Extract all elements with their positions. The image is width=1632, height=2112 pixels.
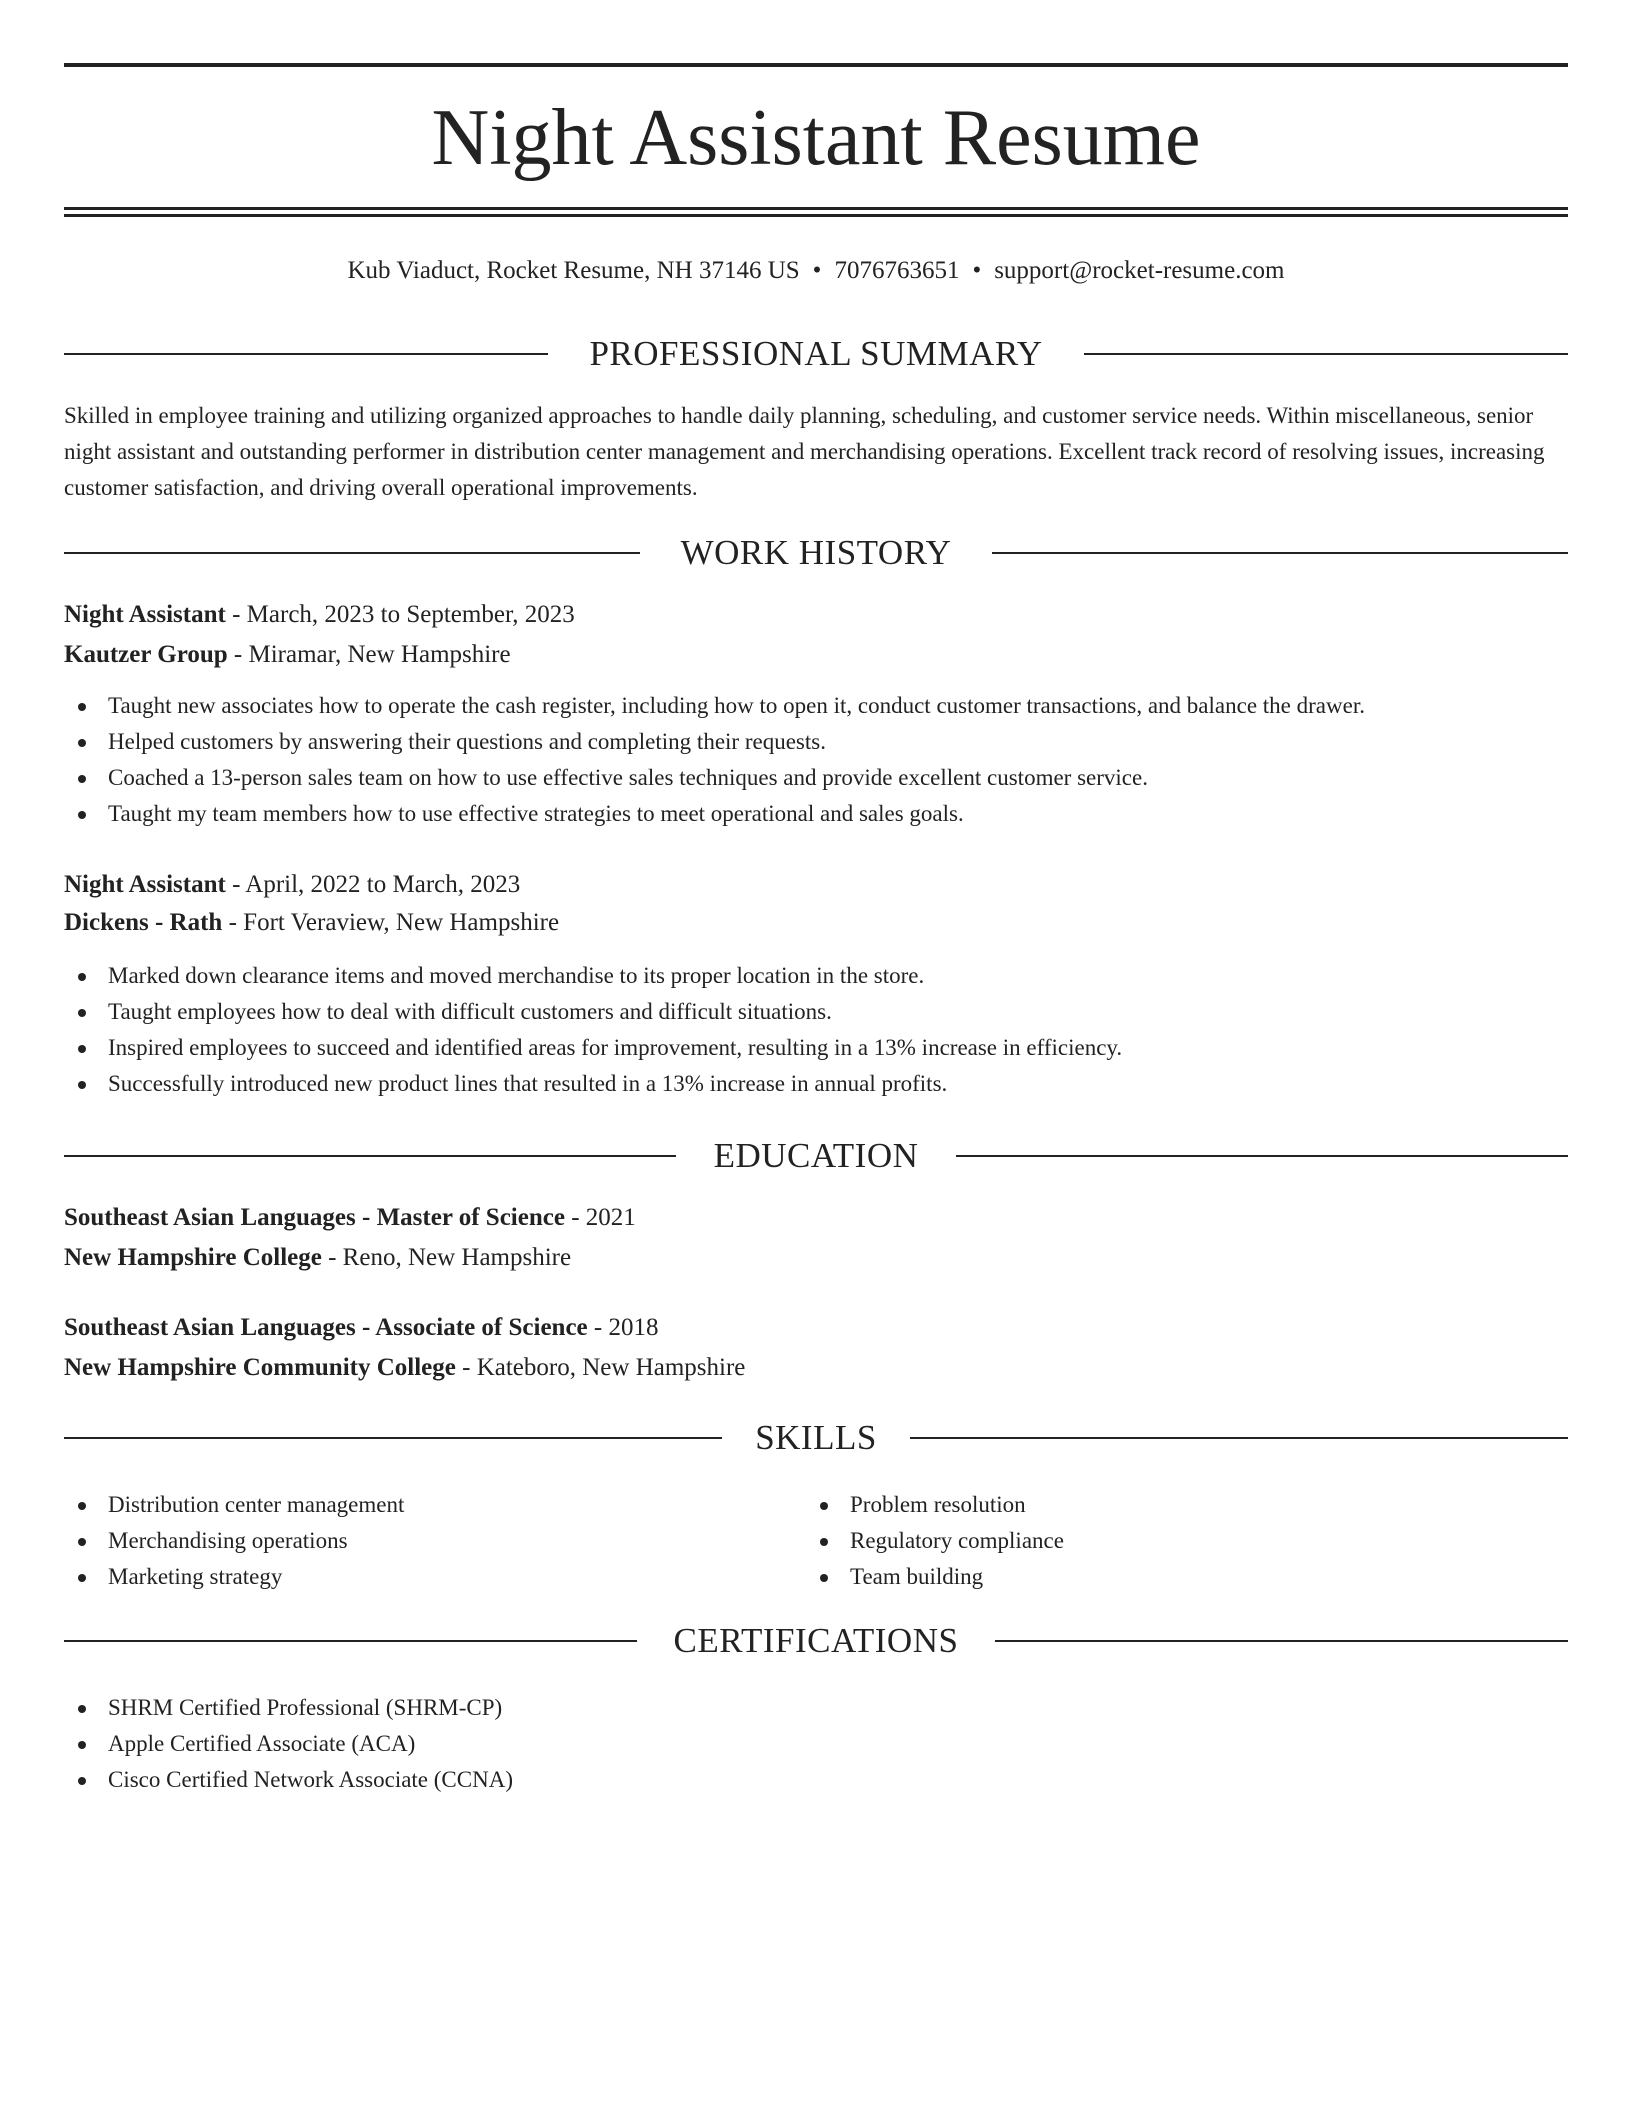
- section-title-certifications: CERTIFICATIONS: [673, 1621, 959, 1660]
- heading-rule-right: [992, 552, 1568, 554]
- summary-text: Skilled in employee training and utilizing organized approaches to handle daily planning, scheduling, and customer service needs. Within miscellaneous, senior night assistant and outstanding performer in distribution center management and merchandising operations. Excellent track record of resolving issues, increasing customer satisfaction, and driving overall operational improvements.: [64, 403, 1545, 500]
- heading-rule-right: [956, 1155, 1568, 1157]
- list-item: Helped customers by answering their questions and completing their requests.: [64, 724, 1365, 760]
- header-top-rule: [64, 63, 1568, 67]
- education-school: New Hampshire Community College: [64, 1354, 456, 1381]
- list-item: Distribution center management: [64, 1487, 404, 1523]
- job-location: - Fort Veraview, New Hampshire: [228, 909, 560, 936]
- section-heading-work-history: [64, 530, 1568, 576]
- bullet-dot: [78, 973, 86, 981]
- job-title-line: [64, 596, 575, 634]
- job-company: Dickens - Rath: [64, 909, 223, 936]
- section-heading-certifications: [64, 1618, 1568, 1664]
- bullet-dot: [78, 775, 86, 783]
- list-item: Marketing strategy: [64, 1559, 404, 1595]
- job-bullets: [64, 958, 1122, 1102]
- header-double-rule: [64, 207, 1568, 217]
- education-year: - 2018: [593, 1314, 659, 1341]
- bullet-dot: [78, 1045, 86, 1053]
- job-company-line: [64, 636, 511, 674]
- certifications-list: [64, 1690, 513, 1798]
- bullet-dot: [820, 1538, 828, 1546]
- skills-list-left: [64, 1487, 404, 1595]
- section-title-education: EDUCATION: [713, 1136, 919, 1175]
- bullet-dot: [78, 1574, 86, 1582]
- list-item: Successfully introduced new product lines that resulted in a 13% increase in annual profits.: [64, 1066, 1122, 1102]
- list-item: SHRM Certified Professional (SHRM-CP): [64, 1690, 513, 1726]
- heading-rule-right: [1084, 353, 1568, 355]
- bullet-dot: [78, 1538, 86, 1546]
- list-item: Coached a 13-person sales team on how to use effective sales techniques and provide excellent customer service.: [64, 760, 1365, 796]
- education-school-line: [64, 1239, 571, 1277]
- bullet-dot: [78, 1081, 86, 1089]
- bullet-dot: [78, 1502, 86, 1510]
- bullet-dot: [78, 1705, 86, 1713]
- job-company: Kautzer Group: [64, 641, 228, 668]
- contact-email: support@rocket-resume.com: [994, 257, 1285, 284]
- bullet-dot: [78, 703, 86, 711]
- list-item: Merchandising operations: [64, 1523, 404, 1559]
- contact-phone: 7076763651: [834, 257, 960, 284]
- list-item: Taught employees how to deal with difficult customers and difficult situations.: [64, 994, 1122, 1030]
- education-school: New Hampshire College: [64, 1244, 322, 1271]
- contact-line: [64, 254, 1568, 288]
- job-bullets: [64, 688, 1365, 832]
- contact-separator: •: [812, 257, 822, 284]
- bullet-dot: [78, 1741, 86, 1749]
- list-item: Team building: [806, 1559, 1064, 1595]
- education-location: - Kateboro, New Hampshire: [462, 1354, 746, 1381]
- skills-list-right: [806, 1487, 1064, 1595]
- resume-title: Night Assistant Resume: [431, 94, 1201, 182]
- job-company-line: [64, 904, 559, 942]
- list-item: Inspired employees to succeed and identified areas for improvement, resulting in a 13% increase in efficiency.: [64, 1030, 1122, 1066]
- section-heading-skills: [64, 1415, 1568, 1461]
- section-heading-summary: [64, 331, 1568, 377]
- education-location: - Reno, New Hampshire: [328, 1244, 572, 1271]
- bullet-dot: [820, 1574, 828, 1582]
- job-title-line: [64, 866, 520, 904]
- list-item: Taught my team members how to use effective strategies to meet operational and sales goals.: [64, 796, 1365, 832]
- education-year: - 2021: [571, 1204, 636, 1231]
- education-degree: Southeast Asian Languages - Associate of Science: [64, 1314, 588, 1341]
- list-item: Problem resolution: [806, 1487, 1064, 1523]
- list-item: Regulatory compliance: [806, 1523, 1064, 1559]
- job-location: - Miramar, New Hampshire: [233, 641, 511, 668]
- job-dates: - March, 2023 to September, 2023: [232, 601, 575, 628]
- heading-rule-right: [995, 1640, 1568, 1642]
- list-item: Apple Certified Associate (ACA): [64, 1726, 513, 1762]
- job-dates: - April, 2022 to March, 2023: [232, 871, 521, 898]
- education-degree-line: [64, 1199, 636, 1237]
- contact-address: Kub Viaduct, Rocket Resume, NH 37146 US: [347, 257, 800, 284]
- bullet-dot: [78, 739, 86, 747]
- list-item: Marked down clearance items and moved merchandise to its proper location in the store.: [64, 958, 1122, 994]
- job-title: Night Assistant: [64, 601, 226, 628]
- education-degree: Southeast Asian Languages - Master of Science: [64, 1204, 565, 1231]
- contact-separator: •: [972, 257, 982, 284]
- section-title-work-history: WORK HISTORY: [680, 533, 952, 572]
- section-heading-education: [64, 1133, 1568, 1179]
- heading-rule-right: [910, 1437, 1568, 1439]
- bullet-dot: [78, 1777, 86, 1785]
- section-title-skills: SKILLS: [755, 1418, 877, 1457]
- list-item: Taught new associates how to operate the cash register, including how to open it, conduct customer transactions, and balance the drawer.: [64, 688, 1365, 724]
- list-item: Cisco Certified Network Associate (CCNA): [64, 1762, 513, 1798]
- bullet-dot: [820, 1502, 828, 1510]
- bullet-dot: [78, 1009, 86, 1017]
- education-degree-line: [64, 1309, 658, 1347]
- bullet-dot: [78, 811, 86, 819]
- section-title-summary: PROFESSIONAL SUMMARY: [589, 334, 1043, 373]
- job-title: Night Assistant: [64, 871, 226, 898]
- education-school-line: [64, 1349, 745, 1387]
